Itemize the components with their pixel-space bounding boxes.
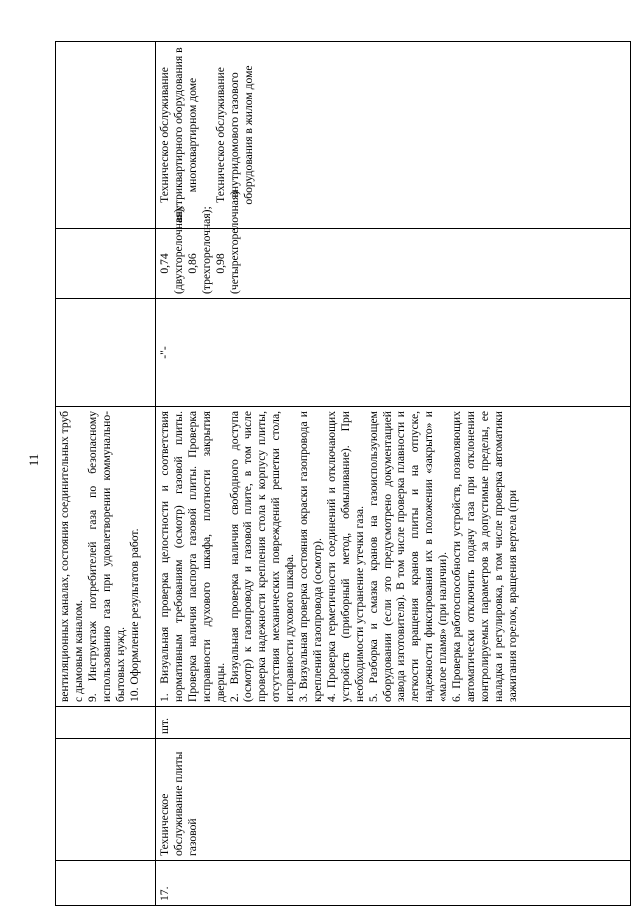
cell-ditto: -"-: [156, 299, 631, 407]
work-item: 6. Проверка работоспособности устройств, позволяющих автоматически отключить подачу газа при отклонении контролируемых параметров за допустимые пределы, ее наладка и регулировка, в том числе проверка автоматики зажигания горелок, вращения вертела (при: [450, 411, 519, 702]
work-item: 3. Визуальная проверка состояния окраски газопровода и креплений газопровода (осмотр).: [297, 411, 324, 702]
cell-empty: [56, 299, 156, 407]
continuation-line: 10. Оформление результатов работ.: [127, 528, 141, 702]
price-line: 0,86: [185, 253, 199, 274]
cell-row-number: 17.: [156, 861, 631, 906]
work-item: 5. Разборка и смазка кранов на газоиспользующем оборудовании (если это предусмотрено документацией завода изготовителя). В том числе проверка плавности и легкости вращения кранов плиты и на отпуске, надежности фиксирования их в положении «закрыто» и «малое пламя» (при наличии).: [366, 411, 450, 702]
cell-unit: шт.: [156, 707, 631, 739]
continuation-line: вентиляционных каналах, состояния соединительных труб с дымовым каналом.: [58, 411, 85, 702]
cell-service-name: Техническое обслуживание плиты газовой: [156, 739, 631, 861]
price-line: 0,74: [158, 253, 171, 274]
cell-category: [156, 42, 631, 229]
cell-empty: [56, 707, 156, 739]
price-line: (трехгорелочная);: [199, 206, 213, 294]
services-table: [55, 41, 631, 906]
table-row-17: [156, 42, 631, 906]
cell-work-description: [156, 407, 631, 707]
work-item: 1. Визуальная проверка целостности и соответствия нормативным требованиям (осмотр) газовой плиты. Проверка наличия паспорта газовой плиты. Проверка исправности духового шкафа, плотности закрытия дверцы.: [158, 411, 227, 702]
cell-empty: [56, 229, 156, 299]
price-line: (четырехгорелочная): [227, 190, 241, 294]
table-row-continuation: [56, 42, 156, 906]
rotated-table-frame: [55, 42, 622, 906]
cell-price: [156, 190, 631, 299]
cell-empty: [56, 42, 156, 229]
work-item: 4. Проверка герметичности соединений и отключающих устройств (приборный метод, обмыливание). При необходимости устранение утечки газа.: [324, 411, 366, 702]
price-line: (двухгорелочная);: [171, 205, 185, 294]
page-number: 11: [26, 453, 41, 467]
cell-empty: [56, 739, 156, 861]
cell-empty: [56, 861, 156, 906]
price-line: 0,98: [213, 253, 227, 274]
category-second: Техническое обслуживание внутридомового газового оборудования в жилом доме: [213, 65, 255, 205]
continuation-line: 9. Инструктаж потребителей газа по безопасному использованию газа при удовлетворении коммунально-бытовых нужд.: [85, 411, 127, 702]
cell-continuation-description: [56, 407, 156, 707]
work-item: 2. Визуальная проверка наличия свободного доступа (осмотр) к газопроводу и газовой плите, в том числе проверка надежности крепления стола к корпусу плиты, отсутствия механических повреждений решетки стола, исправности духового шкафа.: [227, 411, 297, 702]
category-first: Техническое обслуживание внутриквартирного оборудования в многоквартирном доме: [158, 47, 199, 223]
rotated-table-scan: [55, 42, 622, 906]
